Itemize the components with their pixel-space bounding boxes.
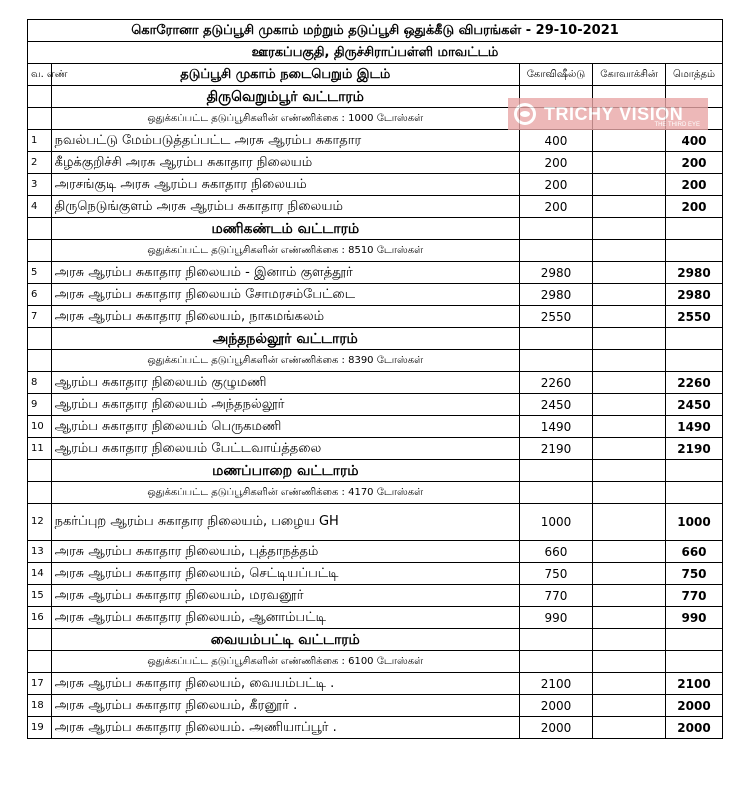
block-name: திருவெறும்பூர் வட்டாரம் (51, 86, 519, 108)
header-no: வ. எண் (28, 64, 52, 86)
allocation-text: ஒதுக்கப்பட்ட தடுப்பூசிகளின் எண்ணிக்கை : 4170 டோஸ்கள் (51, 482, 519, 504)
row-number: 5 (28, 262, 52, 284)
covaxin-count (592, 196, 665, 218)
row-number: 10 (28, 416, 52, 438)
block-empty-cell (28, 629, 52, 651)
column-header-row (28, 64, 723, 86)
table-row (28, 504, 723, 541)
covishield-count: 200 (519, 196, 592, 218)
covishield-count: 990 (519, 607, 592, 629)
allocation-row (28, 350, 723, 372)
row-number: 15 (28, 585, 52, 607)
allocation-empty-cell (519, 651, 592, 673)
covishield-count: 1490 (519, 416, 592, 438)
header-covaxin: கோவாக்சின் (592, 64, 665, 86)
total-count: 2260 (666, 372, 723, 394)
total-count: 1000 (666, 504, 723, 541)
table-row (28, 607, 723, 629)
eye-logo-icon (514, 103, 536, 125)
row-number: 11 (28, 438, 52, 460)
center-name: ஆரம்ப சுகாதார நிலையம் குழுமணி (51, 372, 519, 394)
center-name: கீழக்குறிச்சி அரசு ஆரம்ப சுகாதார நிலையம் (51, 152, 519, 174)
allocation-empty-cell (666, 350, 723, 372)
total-count: 400 (666, 130, 723, 152)
covishield-count: 2450 (519, 394, 592, 416)
block-empty-cell (519, 328, 592, 350)
center-name: ஆரம்ப சுகாதார நிலையம் பேட்டவாய்த்தலை (51, 438, 519, 460)
center-name: அரசு ஆரம்ப சுகாதார நிலையம் சோமரசம்பேட்டை (51, 284, 519, 306)
table-row (28, 394, 723, 416)
covaxin-count (592, 130, 665, 152)
covaxin-count (592, 585, 665, 607)
total-count: 2980 (666, 284, 723, 306)
covishield-count: 200 (519, 174, 592, 196)
total-count: 200 (666, 174, 723, 196)
total-count: 200 (666, 152, 723, 174)
allocation-empty-cell (592, 482, 665, 504)
block-empty-cell (519, 629, 592, 651)
allocation-text: ஒதுக்கப்பட்ட தடுப்பூசிகளின் எண்ணிக்கை : 1000 டோஸ்கள் (51, 108, 519, 130)
table-row (28, 563, 723, 585)
row-number: 18 (28, 695, 52, 717)
watermark-tagline: THE THIRD EYE (654, 122, 700, 128)
allocation-empty-cell (519, 350, 592, 372)
page-title: கொரோனா தடுப்பூசி முகாம் மற்றும் தடுப்பூசி ஒதுக்கீடு விபரங்கள் - 29-10-2021 (28, 20, 723, 42)
title-row (28, 20, 723, 42)
covishield-count: 2980 (519, 262, 592, 284)
block-empty-cell (28, 328, 52, 350)
total-count: 200 (666, 196, 723, 218)
covaxin-count (592, 673, 665, 695)
center-name: அரசங்குடி அரசு ஆரம்ப சுகாதார நிலையம் (51, 174, 519, 196)
covaxin-count (592, 152, 665, 174)
table-row (28, 695, 723, 717)
table-row (28, 262, 723, 284)
block-name: வையம்பட்டி வட்டாரம் (51, 629, 519, 651)
covaxin-count (592, 306, 665, 328)
total-count: 770 (666, 585, 723, 607)
covishield-count: 770 (519, 585, 592, 607)
page-subtitle: ஊரகப்பகுதி, திருச்சிராப்பள்ளி மாவட்டம் (28, 42, 723, 64)
center-name: அரசு ஆரம்ப சுகாதார நிலையம், செட்டியப்பட்டி (51, 563, 519, 585)
table-row (28, 372, 723, 394)
covishield-count: 2000 (519, 717, 592, 739)
total-count: 2190 (666, 438, 723, 460)
center-name: ஆரம்ப சுகாதார நிலையம் அந்தநல்லூர் (51, 394, 519, 416)
header-covishield: கோவிஷீல்டு (519, 64, 592, 86)
row-number: 12 (28, 504, 52, 541)
covishield-count: 1000 (519, 504, 592, 541)
row-number: 7 (28, 306, 52, 328)
table-row (28, 717, 723, 739)
center-name: அரசு ஆரம்ப சுகாதார நிலையம், ஆனாம்பட்டி (51, 607, 519, 629)
allocation-empty-cell (592, 350, 665, 372)
watermark (508, 98, 708, 130)
center-name: நகர்ப்புற ஆரம்ப சுகாதார நிலையம், பழைய GH (51, 504, 519, 541)
allocation-empty-cell (519, 240, 592, 262)
table-row (28, 541, 723, 563)
covaxin-count (592, 504, 665, 541)
covaxin-count (592, 563, 665, 585)
allocation-empty-cell (666, 482, 723, 504)
block-header-row (28, 460, 723, 482)
allocation-empty-cell (28, 108, 52, 130)
center-name: அரசு ஆரம்ப சுகாதார நிலையம், மரவனூர் (51, 585, 519, 607)
total-count: 2450 (666, 394, 723, 416)
covaxin-count (592, 416, 665, 438)
block-empty-cell (28, 460, 52, 482)
block-empty-cell (666, 629, 723, 651)
allocation-text: ஒதுக்கப்பட்ட தடுப்பூசிகளின் எண்ணிக்கை : 6100 டோஸ்கள் (51, 651, 519, 673)
total-count: 750 (666, 563, 723, 585)
allocation-empty-cell (666, 240, 723, 262)
block-empty-cell (666, 218, 723, 240)
center-name: அரசு ஆரம்ப சுகாதார நிலையம், புத்தாநத்தம் (51, 541, 519, 563)
covaxin-count (592, 262, 665, 284)
block-empty-cell (592, 460, 665, 482)
allocation-empty-cell (28, 240, 52, 262)
subtitle-row (28, 42, 723, 64)
table-row (28, 174, 723, 196)
covaxin-count (592, 607, 665, 629)
allocation-empty-cell (28, 651, 52, 673)
covaxin-count (592, 541, 665, 563)
covaxin-count (592, 174, 665, 196)
center-name: நவல்பட்டு மேம்படுத்தப்பட்ட அரசு ஆரம்ப சுகாதார (51, 130, 519, 152)
block-header-row (28, 629, 723, 651)
allocation-text: ஒதுக்கப்பட்ட தடுப்பூசிகளின் எண்ணிக்கை : 8390 டோஸ்கள் (51, 350, 519, 372)
center-name: அரசு ஆரம்ப சுகாதார நிலையம், நாகமங்கலம் (51, 306, 519, 328)
covaxin-count (592, 372, 665, 394)
block-name: அந்தநல்லூர் வட்டாரம் (51, 328, 519, 350)
header-total: மொத்தம் (666, 64, 723, 86)
table-row (28, 306, 723, 328)
row-number: 19 (28, 717, 52, 739)
row-number: 6 (28, 284, 52, 306)
allocation-empty-cell (666, 651, 723, 673)
covishield-count: 2550 (519, 306, 592, 328)
covishield-count: 2190 (519, 438, 592, 460)
table-row (28, 416, 723, 438)
center-name: அரசு ஆரம்ப சுகாதார நிலையம் - இனாம் குளத்தூர் (51, 262, 519, 284)
total-count: 2550 (666, 306, 723, 328)
block-empty-cell (28, 218, 52, 240)
covishield-count: 750 (519, 563, 592, 585)
total-count: 2000 (666, 717, 723, 739)
allocation-row (28, 482, 723, 504)
table-row (28, 152, 723, 174)
total-count: 660 (666, 541, 723, 563)
allocation-empty-cell (592, 240, 665, 262)
covishield-count: 400 (519, 130, 592, 152)
table-row (28, 673, 723, 695)
block-empty-cell (666, 460, 723, 482)
center-name: அரசு ஆரம்ப சுகாதார நிலையம், வையம்பட்டி . (51, 673, 519, 695)
block-empty-cell (28, 86, 52, 108)
covaxin-count (592, 284, 665, 306)
row-number: 9 (28, 394, 52, 416)
total-count: 2000 (666, 695, 723, 717)
allocation-empty-cell (519, 482, 592, 504)
row-number: 1 (28, 130, 52, 152)
row-number: 16 (28, 607, 52, 629)
block-empty-cell (519, 218, 592, 240)
covishield-count: 2980 (519, 284, 592, 306)
covaxin-count (592, 394, 665, 416)
block-empty-cell (519, 460, 592, 482)
allocation-text: ஒதுக்கப்பட்ட தடுப்பூசிகளின் எண்ணிக்கை : 8510 டோஸ்கள் (51, 240, 519, 262)
covishield-count: 2000 (519, 695, 592, 717)
covaxin-count (592, 717, 665, 739)
header-place: தடுப்பூசி முகாம் நடைபெறும் இடம் (51, 64, 519, 86)
block-name: மணிகண்டம் வட்டாரம் (51, 218, 519, 240)
table-row (28, 438, 723, 460)
row-number: 2 (28, 152, 52, 174)
total-count: 990 (666, 607, 723, 629)
block-empty-cell (592, 328, 665, 350)
allocation-empty-cell (592, 651, 665, 673)
table-row (28, 196, 723, 218)
covaxin-count (592, 695, 665, 717)
block-empty-cell (592, 218, 665, 240)
row-number: 14 (28, 563, 52, 585)
covishield-count: 660 (519, 541, 592, 563)
center-name: அரசு ஆரம்ப சுகாதார நிலையம், கீரனூர் . (51, 695, 519, 717)
allocation-row (28, 240, 723, 262)
allocation-empty-cell (28, 350, 52, 372)
row-number: 4 (28, 196, 52, 218)
covishield-count: 2260 (519, 372, 592, 394)
block-header-row (28, 328, 723, 350)
row-number: 3 (28, 174, 52, 196)
table-row (28, 585, 723, 607)
block-name: மணப்பாறை வட்டாரம் (51, 460, 519, 482)
center-name: திருநெடுங்குளம் அரசு ஆரம்ப சுகாதார நிலையம் (51, 196, 519, 218)
watermark-name: TRICHY VISION (544, 103, 684, 124)
row-number: 13 (28, 541, 52, 563)
block-empty-cell (592, 629, 665, 651)
allocation-row (28, 651, 723, 673)
total-count: 1490 (666, 416, 723, 438)
total-count: 2100 (666, 673, 723, 695)
block-empty-cell (666, 328, 723, 350)
center-name: ஆரம்ப சுகாதார நிலையம் பெருகமணி (51, 416, 519, 438)
block-header-row (28, 218, 723, 240)
covaxin-count (592, 438, 665, 460)
row-number: 8 (28, 372, 52, 394)
table-row (28, 284, 723, 306)
total-count: 2980 (666, 262, 723, 284)
table-row (28, 130, 723, 152)
covishield-count: 200 (519, 152, 592, 174)
center-name: அரசு ஆரம்ப சுகாதார நிலையம். அணியாப்பூர் . (51, 717, 519, 739)
allocation-empty-cell (28, 482, 52, 504)
row-number: 17 (28, 673, 52, 695)
covishield-count: 2100 (519, 673, 592, 695)
